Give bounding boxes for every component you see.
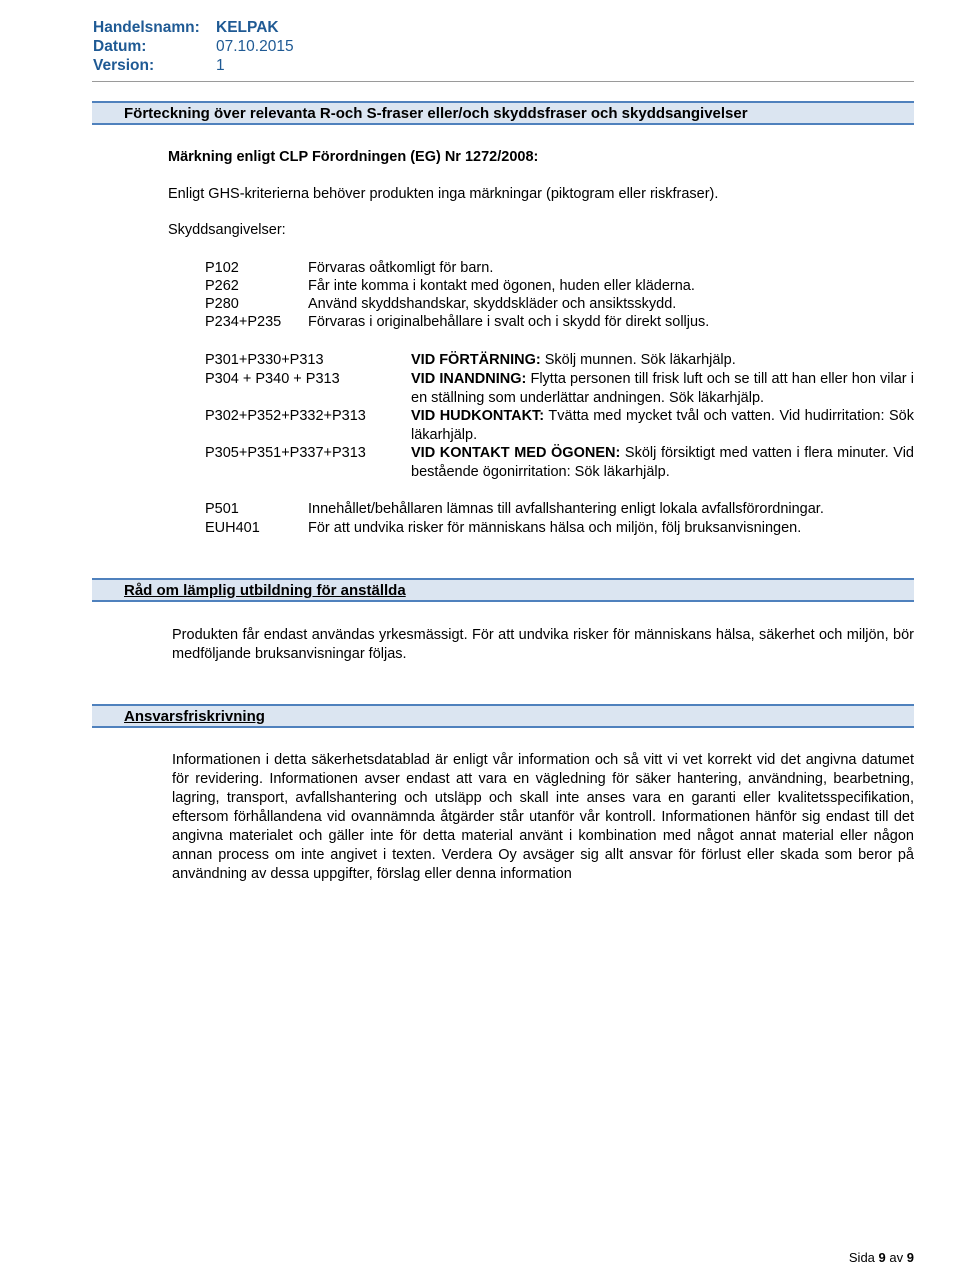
section-title-disclaimer: Ansvarsfriskrivning xyxy=(124,708,265,725)
section-bar-disclaimer xyxy=(92,704,914,728)
response-body: Skölj munnen. Sök läkarhjälp. xyxy=(540,352,736,368)
section-title-r-s-phrases: Förteckning över relevanta R-och S-fraser eller/och skyddsfraser och skyddsangivelser xyxy=(124,105,748,122)
version-label: Version: xyxy=(93,57,155,74)
precaution-heading: Skyddsangivelser: xyxy=(168,222,286,238)
response-body: Tvätta med mycket tvål och vatten. Vid hudirritation: Sök läkarhjälp. xyxy=(411,408,914,443)
training-text: Produkten får endast användas yrkesmässigt. För att undvika risker för människans hälsa, säkerhet och miljön, bör medföljande bruksanvisningar följas. xyxy=(172,627,914,662)
response-code: P305+P351+P337+P313 xyxy=(205,445,366,461)
trade-name-value: KELPAK xyxy=(216,19,279,36)
response-label: VID FÖRTÄRNING: xyxy=(411,352,541,368)
response-label: VID INANDNING: xyxy=(411,371,527,387)
disclaimer-text: Informationen i detta säkerhetsdatablad är enligt vår information och så vitt vi vet korrekt vid det angivna datumet för revidering. Informationen avser endast att vara en vägledning för säker hantering, användning, bearbetning, lagring, transport, avfallshantering och utsläpp och skall inte anses vara en garanti eller kvalitetsspecifikation, eftersom förhållandena vid ovannämnda åtgärder står utanför vår kontroll. Informationen hänför sig endast till det angivna materialet och gäller inte för detta material använt i kombination med något annat material eller någon annan process om inte angivet i texten. Verdera Oy avsäger sig allt ansvar för förlust eller skada som beror på användning av dessa uppgifter, förslag eller denna information xyxy=(172,752,914,882)
response-code: P302+P352+P332+P313 xyxy=(205,408,366,424)
response-code: P301+P330+P313 xyxy=(205,352,324,368)
response-text xyxy=(411,351,914,370)
response-code: P304 + P340 + P313 xyxy=(205,371,340,387)
section-bar-training xyxy=(92,578,914,602)
trade-name-label: Handelsnamn: xyxy=(93,19,200,36)
page-number xyxy=(849,1250,914,1265)
header-divider xyxy=(92,81,914,82)
response-body: Flytta personen till frisk luft och se till att han eller hon vilar i en ställning som underlättar andningen. Sök läkarhjälp. xyxy=(411,371,914,406)
statement-text: Förvaras i originalbehållare i svalt och i skydd för direkt solljus. xyxy=(308,314,710,330)
statement-code: P280 xyxy=(205,296,239,312)
response-text xyxy=(411,370,914,407)
page-total: 9 xyxy=(906,1250,914,1265)
statement-text: Använd skyddshandskar, skyddskläder och ansiktsskydd. xyxy=(308,296,677,312)
date-label: Datum: xyxy=(93,38,147,55)
ghs-text: Enligt GHS-kriterierna behöver produkten inga märkningar (piktogram eller riskfraser). xyxy=(168,186,719,202)
date-value: 07.10.2015 xyxy=(216,38,294,55)
statement-text: Förvaras oåtkomligt för barn. xyxy=(308,260,494,276)
response-label: VID HUDKONTAKT: xyxy=(411,408,545,424)
statement-code: P102 xyxy=(205,260,239,276)
response-text xyxy=(411,444,914,481)
statement-text: Får inte komma i kontakt med ögonen, huden eller kläderna. xyxy=(308,278,695,294)
disposal-code: P501 xyxy=(205,501,239,517)
section-title-training: Råd om lämplig utbildning för anställda xyxy=(124,582,406,599)
response-text xyxy=(411,407,914,444)
response-body: Skölj försiktigt med vatten i flera minuter. Vid bestående ögonirritation: Sök läkarhjälp. xyxy=(411,445,915,480)
disposal-text: Innehållet/behållaren lämnas till avfallshantering enligt lokala avfallsförordningar. xyxy=(308,501,824,517)
statement-code: P234+P235 xyxy=(205,314,282,330)
clp-heading: Märkning enligt CLP Förordningen (EG) Nr 1272/2008: xyxy=(168,149,539,165)
disposal-code: EUH401 xyxy=(205,520,260,536)
page-separator: av xyxy=(889,1250,904,1265)
statement-code: P262 xyxy=(205,278,239,294)
page-current: 9 xyxy=(878,1250,886,1265)
section-bar-r-s-phrases xyxy=(92,101,914,125)
response-label: VID KONTAKT MED ÖGONEN: xyxy=(411,445,621,461)
version-value: 1 xyxy=(216,57,225,74)
disposal-text: För att undvika risker för människans hälsa och miljön, följ bruksanvisningen. xyxy=(308,520,802,536)
page-label: Sida xyxy=(848,1250,875,1265)
